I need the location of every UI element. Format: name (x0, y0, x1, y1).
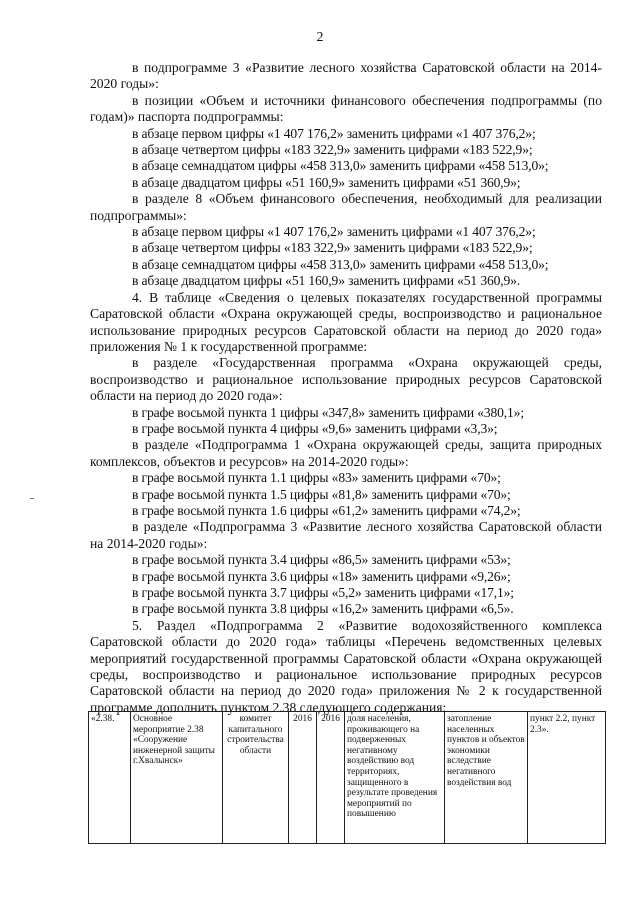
table-cell-result: доля населения, проживающего на подверженных негативному воздействию вод территориях, защищенного в результате проведения мероприятий по повышению (345, 712, 445, 844)
paragraph: в разделе «Подпрограмма 3 «Развитие лесного хозяйства Саратовской области на 2014-2020 годы»: (90, 519, 602, 551)
paragraph: в графе восьмой пункта 3.7 цифры «5,2» заменить цифрами «17,1»; (132, 585, 514, 600)
document-body (90, 60, 602, 716)
paragraph: в абзаце двадцатом цифры «51 160,9» заменить цифрами «51 360,9». (132, 273, 521, 289)
paragraph: в абзаце двадцатом цифры «51 160,9» заменить цифрами «51 360,9»; (132, 174, 521, 190)
amendment-table (88, 711, 606, 844)
paragraph: 4. В таблице «Сведения о целевых показателях государственной программы Саратовской области «Охрана окружающей среды, воспроизводство и рациональное использование природных ресурсов Саратовской области на период до 2020 года» приложения № 1 к государственной программе: (90, 289, 602, 354)
paragraph: в графе восьмой пункта 1 цифры «347,8» заменить цифрами «380,1»; (132, 404, 524, 420)
paragraph: в графе восьмой пункта 3.4 цифры «86,5» заменить цифрами «53»; (132, 552, 511, 568)
paragraph: в абзаце четвертом цифры «183 322,9» заменить цифрами «183 522,9»; (132, 142, 533, 158)
paragraph: в позиции «Объем и источники финансового обеспечения подпрограммы (по годам)» паспорта подпрограммы: (90, 92, 602, 125)
table-cell-activity: Основное мероприятие 2.38 «Сооружение инженерной защиты г.Хвалынск» (131, 712, 223, 844)
table-cell-executor: комитет капитального строительства области (223, 712, 289, 844)
paragraph: в разделе 8 «Объем финансового обеспечения, необходимый для реализации подпрограммы»: (90, 191, 602, 223)
paragraph: в разделе «Государственная программа «Охрана окружающей среды, воспроизводство и рациональное использование природных ресурсов Саратовской области на период до 2020 года»: (90, 355, 602, 404)
paragraph: в абзаце четвертом цифры «183 322,9» заменить цифрами «183 522,9»; (132, 240, 533, 256)
paragraph: 5. Раздел «Подпрограмма 2 «Развитие водохозяйственного комплекса Саратовской области до 2020 года» таблицы «Перечень ведомственных целевых мероприятий государственной программы Саратовской области «Охрана окружающей среды, воспроизводство и рациональное использование природных ресурсов Саратовской области на период до 2020 года» приложения № 2 к государственной программе дополнить пунктом 2.38 следующего содержания: (90, 617, 602, 715)
table-cell-number: «2.38. (89, 712, 131, 844)
page-number: 2 (316, 30, 324, 45)
paragraph: в абзаце первом цифры «1 407 176,2» заменить цифрами «1 407 376,2»; (132, 224, 536, 240)
paragraph: в абзаце семнадцатом цифры «458 313,0» заменить цифрами «458 513,0»; (132, 256, 549, 272)
paragraph: в подпрограмме 3 «Развитие лесного хозяйства Саратовской области на 2014-2020 годы»: (90, 60, 602, 92)
paragraph: в графе восьмой пункта 3.6 цифры «18» заменить цифрами «9,26»; (132, 568, 511, 584)
paragraph: в графе восьмой пункта 1.6 цифры «61,2» заменить цифрами «74,2»; (132, 502, 521, 518)
table-row (89, 712, 606, 844)
paragraph: в разделе «Подпрограмма 1 «Охрана окружающей среды, защита природных комплексов, объектов и ресурсов» на 2014-2020 годы»: (90, 437, 602, 469)
table-cell-start-year: 2016 (289, 712, 317, 844)
paragraph: в графе восьмой пункта 1.1 цифры «83» заменить цифрами «70»; (132, 470, 501, 486)
paragraph: в графе восьмой пункта 4 цифры «9,6» заменить цифрами «3,3»; (132, 420, 498, 436)
paragraph: в абзаце первом цифры «1 407 176,2» заменить цифрами «1 407 376,2»; (132, 125, 536, 141)
paragraph: в графе восьмой пункта 3.8 цифры «16,2» заменить цифрами «6,5». (132, 601, 514, 617)
paragraph: в графе восьмой пункта 1.5 цифры «81,8» заменить цифрами «70»; (132, 486, 511, 502)
table-cell-end-year: 2016 (317, 712, 345, 844)
table-cell-consequences: затопление населенных пунктов и объектов экономики вследствие негативного воздействия вод (445, 712, 528, 844)
margin-mark (30, 498, 34, 499)
table-cell-indicators: пункт 2.2, пункт 2.3». (528, 712, 606, 844)
paragraph: в абзаце семнадцатом цифры «458 313,0» заменить цифрами «458 513,0»; (132, 158, 549, 174)
